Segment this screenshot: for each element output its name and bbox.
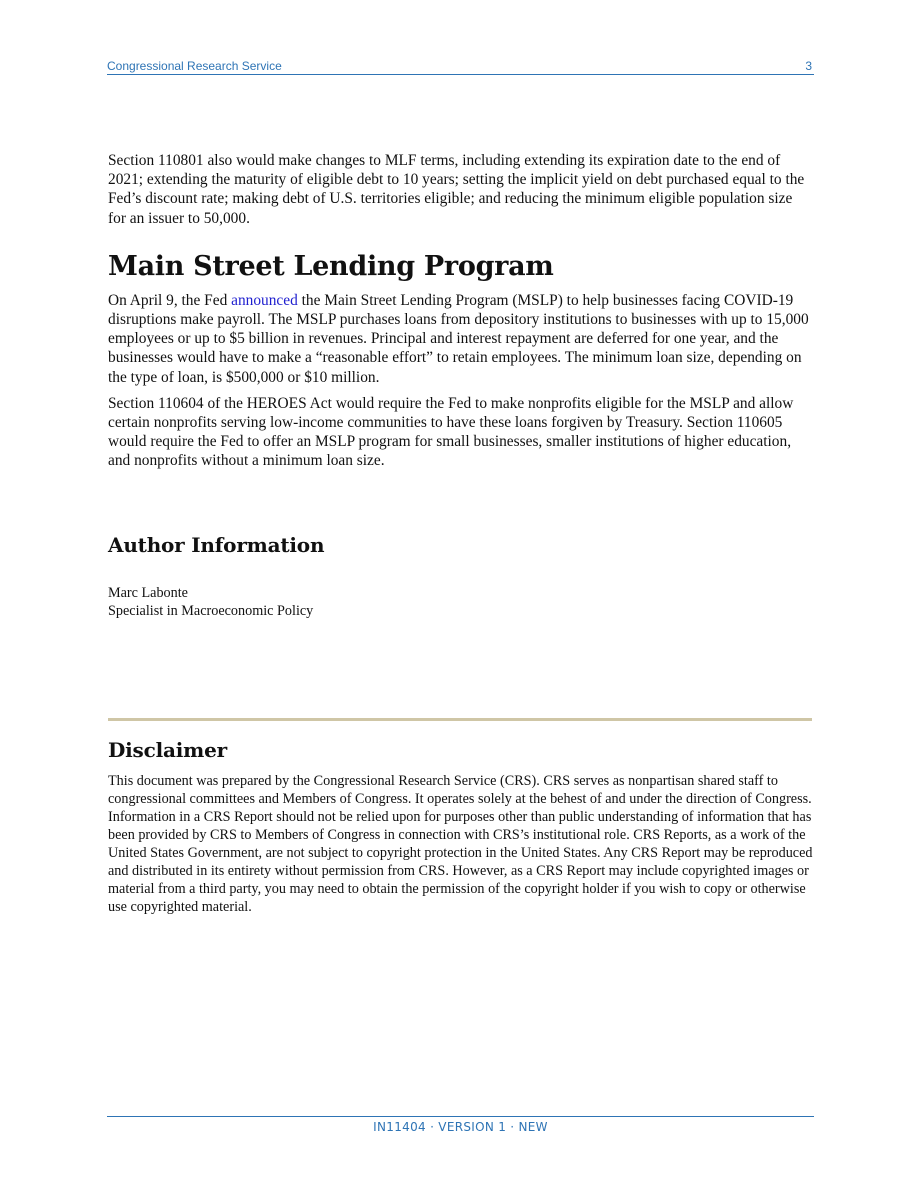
header-org-name: Congressional Research Service xyxy=(107,59,282,73)
section-heading-mslp: Main Street Lending Program xyxy=(108,250,554,282)
page-header xyxy=(107,58,814,75)
disclaimer-text: This document was prepared by the Congressional Research Service (CRS). CRS serves as nonpartisan shared staff to congressional committees and Members of Congress. It operates solely at the behest of and under the direction of Congress. Information in a CRS Report should not be relied upon for purposes other than public understanding of information that has been provided by CRS to Members of Congress in connection with CRS’s institutional role. CRS Reports, as a work of the United States Government, are not subject to copyright protection in the United States. Any CRS Report may be reproduced and distributed in its entirety without permission from CRS. However, as a CRS Report may include copyrighted images or material from a third party, you may need to obtain the permission of the copyright holder if you wish to copy or otherwise use copyrighted material. xyxy=(108,773,813,915)
footer-rule xyxy=(107,1116,814,1117)
mslp-paragraph-2: Section 110604 of the HEROES Act would require the Fed to make nonprofits eligible for the MSLP and allow certain nonprofits serving low-income communities to have these loans forgiven by Treasury. Section 110605 would require the Fed to offer an MSLP program for small businesses, smaller institutions of higher education, and nonprofits without a minimum loan size. xyxy=(108,394,794,470)
section-divider xyxy=(108,718,812,721)
author-title: Specialist in Macroeconomic Policy xyxy=(108,603,314,619)
main-content xyxy=(108,151,814,471)
mslp-paragraph-1 xyxy=(108,291,814,387)
author-block xyxy=(108,584,313,620)
disclaimer-heading: Disclaimer xyxy=(108,738,227,762)
author-information-heading: Author Information xyxy=(108,533,325,557)
header-page-number: 3 xyxy=(805,59,812,73)
mslp-p1-text-before: On April 9, the Fed xyxy=(108,291,232,309)
mslp-p1-text-after: the Main Street Lending Program (MSLP) to help businesses facing COVID-19 disruptions make payroll. The MSLP purchases loans from depository institutions to businesses with up to 15,000 employees or up to $5 billion in revenues. Principal and interest repayment are deferred for one year, and the businesses would have to make a “reasonable effort” to retain employees. The minimum loan size, depending on the type of loan, is $500,000 or $10 million. xyxy=(108,291,809,386)
announced-link[interactable]: announced xyxy=(231,291,298,309)
author-name: Marc Labonte xyxy=(108,585,188,601)
intro-paragraph: Section 110801 also would make changes to MLF terms, including extending its expiration date to the end of 2021; extending the maturity of eligible debt to 10 years; setting the implicit yield on debt purchased equal to the Fed’s discount rate; making debt of U.S. territories eligible; and reducing the minimum eligible population size for an issuer to 50,000. xyxy=(108,152,805,227)
page-footer: IN11404 · VERSION 1 · NEW xyxy=(373,1120,548,1134)
